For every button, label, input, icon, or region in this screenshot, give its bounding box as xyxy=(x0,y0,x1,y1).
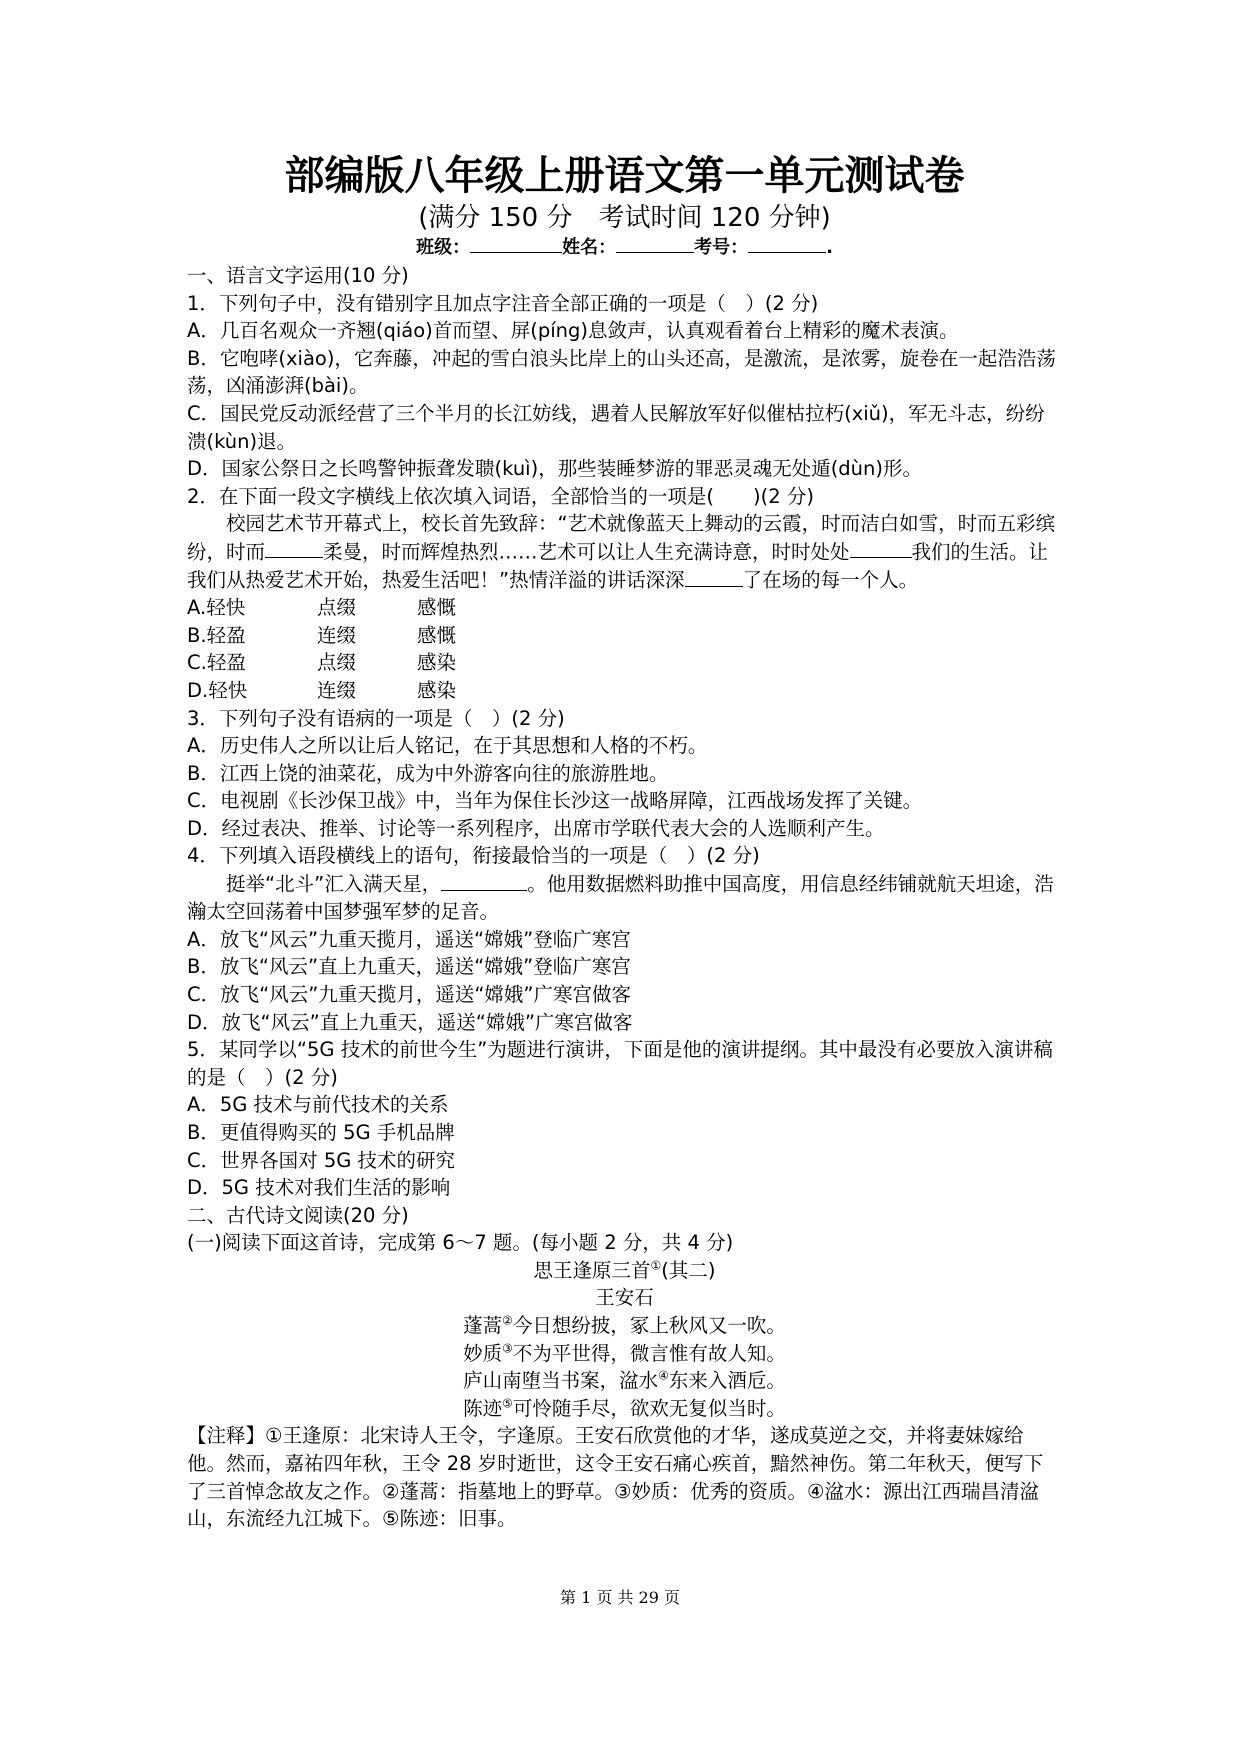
q2-blank-3[interactable] xyxy=(685,566,743,587)
q2-option-cell: C.轻盈 xyxy=(187,651,246,675)
student-info-line xyxy=(187,234,1062,262)
q2-option-cell: 连缀 xyxy=(317,678,357,702)
q5-stem: 5．某同学以“5G 技术的前世今生”为题进行演讲，下面是他的演讲提纲。其中最没有必要放入演讲稿的是（ ）(2 分) xyxy=(187,1038,1053,1089)
q3-option-a: A．历史伟人之所以让后人铭记，在于其思想和人格的不朽。 xyxy=(187,734,708,758)
q3-option-b: B．江西上饶的油菜花，成为中外游客向往的旅游胜地。 xyxy=(187,761,669,785)
name-blank[interactable] xyxy=(616,234,694,253)
q1-option-c: C．国民党反动派经营了三个半月的长江妨线，遇着人民解放军好似催枯拉朽(xiǔ)，军无斗志，纷纷溃(kùn)退。 xyxy=(187,401,1045,453)
q2-option-cell: 感慨 xyxy=(417,623,457,647)
poem-note-mark: ⑤ xyxy=(502,1396,513,1411)
q4-passage xyxy=(187,870,1062,926)
q2-option xyxy=(187,677,1062,705)
q4-option-a: A．放飞“风云”九重天揽月，遥送“嫦娥”登临广寒宫 xyxy=(187,927,631,951)
q2-passage xyxy=(187,510,1062,594)
q2-option-cell: 连缀 xyxy=(317,623,357,647)
poem-line xyxy=(187,1395,1062,1423)
q2-option-cell: B.轻盈 xyxy=(187,623,246,647)
q4-blank[interactable] xyxy=(441,870,527,891)
q2-option-cell: 点缀 xyxy=(317,596,357,620)
q4-passage-part-2: 。他用数据燃料助推中国高度，用信息经纬铺就航天坦途，浩瀚太空回荡着中国梦强军梦的足音。 xyxy=(187,872,1054,924)
section2-heading: 二、古代诗文阅读(20 分) xyxy=(187,1203,409,1227)
q5-option-a: A．5G 技术与前代技术的关系 xyxy=(187,1093,449,1117)
poem-line-pre: 妙质 xyxy=(463,1341,503,1365)
poem-title-suffix: (其二) xyxy=(661,1258,716,1282)
q2-option-cell: 感染 xyxy=(417,678,457,702)
q4-option-d: D．放飞“风云”直上九重天，遥送“嫦娥”广寒宫做客 xyxy=(187,1010,633,1034)
q2-option xyxy=(187,594,1062,622)
poem-line xyxy=(187,1367,1062,1395)
poem-line-pre: 蓬蒿 xyxy=(463,1314,503,1338)
q2-option-cell: 感慨 xyxy=(417,596,457,620)
poem-title-note-mark: ① xyxy=(650,1258,662,1273)
number-blank[interactable] xyxy=(748,234,826,253)
q2-blank-1[interactable] xyxy=(265,538,323,559)
q3-option-c: C．电视剧《长沙保卫战》中，当年为保住长沙这一战略屏障，江西战场发挥了关键。 xyxy=(187,789,923,813)
q2-passage-part-3: 我们的生活。让我们从热爱艺术开始，热爱生活吧！”热情洋溢的讲话深深 xyxy=(187,540,1049,592)
poem-line-pre: 庐山南堕当书案，湓水 xyxy=(463,1369,659,1393)
poem-lines xyxy=(187,1312,1062,1422)
number-label: 考号： xyxy=(694,237,749,258)
poem-author: 王安石 xyxy=(595,1286,654,1310)
q4-option-b: B．放飞“风云”直上九重天，遥送“嫦娥”登临广寒宫 xyxy=(187,955,631,979)
name-label: 姓名： xyxy=(562,237,617,258)
poem-line-post: 可怜随手尽，欲欢无复似当时。 xyxy=(512,1396,786,1420)
exam-page xyxy=(187,150,1062,1533)
page-subtitle: (满分 150 分 考试时间 120 分钟) xyxy=(418,203,831,233)
q1-option-b: B．它咆哮(xiào)，它奔藤，冲起的雪白浪头比岸上的山头还高，是激流，是浓雾，旋卷在一起浩浩荡荡，凶涌澎湃(bài)。 xyxy=(187,346,1056,398)
q1-option-a: A．几百名观众一齐翘(qiáo)首而望、屏(píng)息敛声，认真观看着台上精彩的魔术表演。 xyxy=(187,319,959,343)
class-label: 班级： xyxy=(416,237,471,258)
q1-option-d: D．国家公祭日之长鸣警钟振聋发聩(kuì)，那些装睡梦游的罪恶灵魂无处遁(dùn)形。 xyxy=(187,457,923,481)
q4-stem: 4．下列填入语段横线上的语句，衔接最恰当的一项是（ ）(2 分) xyxy=(187,844,760,868)
poem-line-post: 东来入酒卮。 xyxy=(668,1369,786,1393)
part1-instructions: (一)阅读下面这首诗，完成第 6～7 题。(每小题 2 分，共 4 分) xyxy=(187,1231,734,1255)
q3-stem: 3．下列句子没有语病的一项是（ ）(2 分) xyxy=(187,706,565,730)
poem-title xyxy=(187,1257,1062,1285)
q2-option-cell: A.轻快 xyxy=(187,596,246,620)
end-mark: . xyxy=(826,237,833,258)
q4-passage-part-1: 挺举“北斗”汇入满天星， xyxy=(226,872,442,896)
poem-line xyxy=(187,1312,1062,1340)
q1-stem: 1．下列句子中，没有错别字且加点字注音全部正确的一项是（ ）(2 分) xyxy=(187,291,819,315)
q5-option-d: D．5G 技术对我们生活的影响 xyxy=(187,1176,451,1200)
poem-line-post: 今日想纷披，冢上秋风又一吹。 xyxy=(512,1314,786,1338)
q2-option-cell: 感染 xyxy=(417,651,457,675)
poem-line-post: 不为平世得，微言惟有故人知。 xyxy=(512,1341,786,1365)
q2-option xyxy=(187,649,1062,677)
q5-option-c: C．世界各国对 5G 技术的研究 xyxy=(187,1148,456,1172)
q5-option-b: B．更值得购买的 5G 手机品牌 xyxy=(187,1120,455,1144)
q2-passage-part-2: 柔曼，时而辉煌热烈……艺术可以让人生充满诗意，时时处处 xyxy=(323,540,850,564)
section1-heading: 一、语言文字运用(10 分) xyxy=(187,264,409,287)
q2-passage-part-1: 校园艺术节开幕式上，校长首先致辞：“艺术就像蓝天上舞动的云霞，时而洁白如雪，时而五彩缤纷，时而 xyxy=(187,512,1056,564)
q2-option-cell: D.轻快 xyxy=(187,678,248,702)
q4-option-c: C．放飞“风云”九重天揽月，遥送“嫦娥”广寒宫做客 xyxy=(187,982,632,1006)
page-title: 部编版八年级上册语文第一单元测试卷 xyxy=(284,152,965,199)
poem-line xyxy=(187,1340,1062,1368)
q2-option-cell: 点缀 xyxy=(317,651,357,675)
page-footer: 第 1 页 共 29 页 xyxy=(560,1588,680,1607)
poem-note-mark: ④ xyxy=(658,1368,669,1383)
q2-option xyxy=(187,622,1062,650)
poem-note-mark: ③ xyxy=(502,1341,513,1356)
poem-line-pre: 陈迹 xyxy=(463,1396,503,1420)
q3-option-d: D．经过表决、推举、讨论等一系列程序，出席市学联代表大会的人选顺利产生。 xyxy=(187,816,885,840)
q2-blank-2[interactable] xyxy=(850,538,912,559)
poem-note-mark: ② xyxy=(502,1313,513,1328)
poem-title-text: 思王逢原三首 xyxy=(533,1258,651,1282)
q2-options xyxy=(187,594,1062,704)
poem-notes: 【注释】①王逢原：北宋诗人王令，字逢原。王安石欣赏他的才华，遂成莫逆之交，并将妻妹嫁给他。然而，嘉祐四年秋，王令 28 岁时逝世，这令王安石痛心疾首，黯然神伤。第二年秋天，便写下了三首悼念故友之作。②蓬蒿：指墓地上的野草。③妙质：优秀的资质。④湓水：源出江西瑞昌清湓山，东流经九江城下。⑤陈迹：旧事。 xyxy=(187,1424,1044,1531)
q2-stem: 2．在下面一段文字横线上依次填入词语，全部恰当的一项是( )(2 分) xyxy=(187,484,814,508)
class-blank[interactable] xyxy=(470,234,562,253)
q2-passage-part-4: 了在场的每一个人。 xyxy=(742,568,919,592)
